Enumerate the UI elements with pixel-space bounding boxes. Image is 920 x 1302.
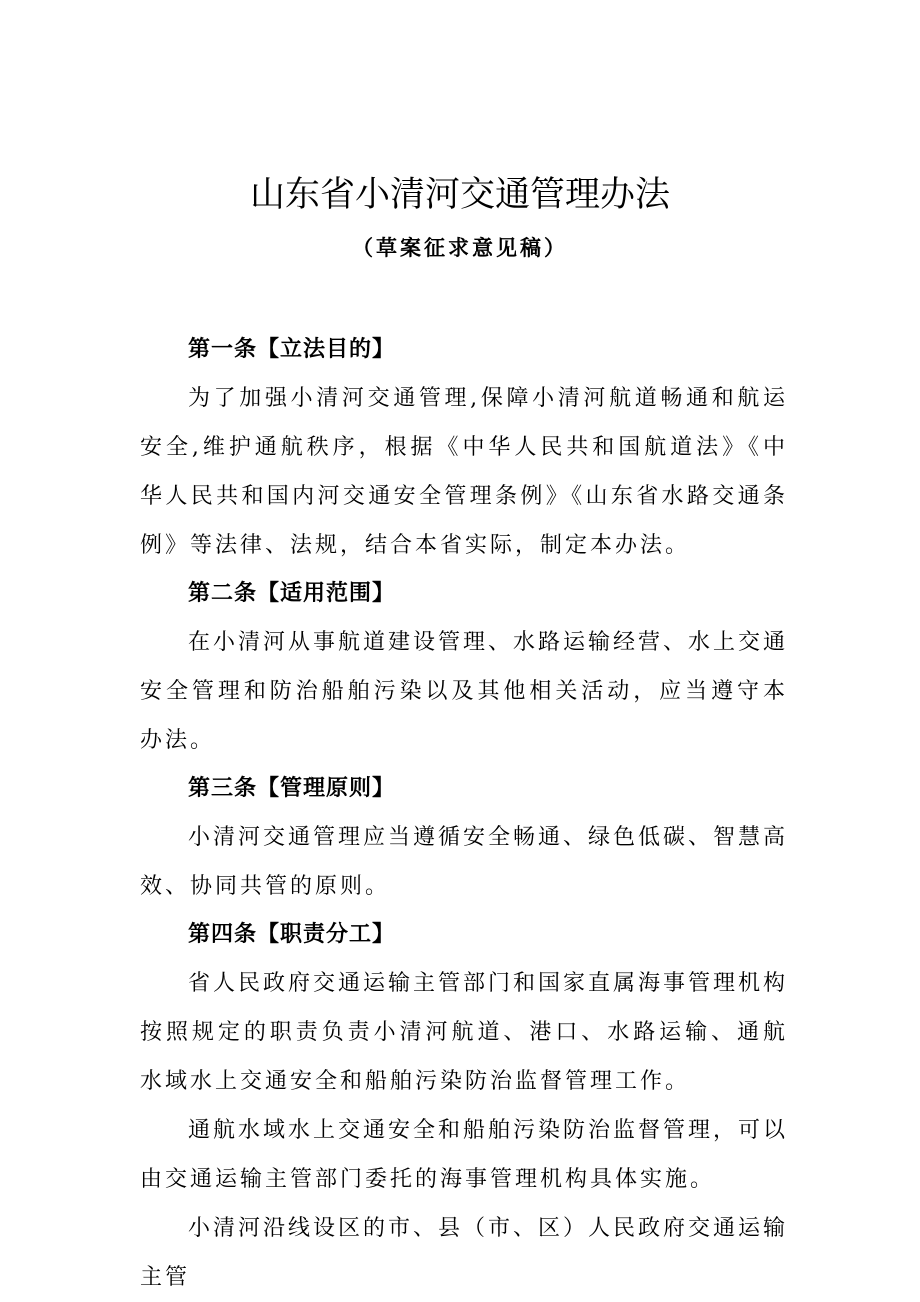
document-title: 山东省小清河交通管理办法 xyxy=(249,175,670,215)
document-body xyxy=(140,326,788,1302)
article-paragraph: 省人民政府交通运输主管部门和国家直属海事管理机构按照规定的职责负责小清河航道、港口、水路运输、通航水域水上交通安全和船舶污染防治监督管理工作。 xyxy=(140,971,789,1094)
article-paragraph: 通航水域水上交通安全和船舶污染防治监督管理，可以由交通运输主管部门委托的海事管理机构具体实施。 xyxy=(140,1118,789,1192)
article-heading: 第二条【适用范围】 xyxy=(188,581,396,606)
article-paragraph: 小清河交通管理应当遵循安全畅通、绿色低碳、智慧高效、协同共管的原则。 xyxy=(140,825,789,899)
article-heading: 第三条【管理原则】 xyxy=(188,776,396,801)
document-subtitle: （草案征求意见稿） xyxy=(352,236,568,260)
article-heading: 第四条【职责分工】 xyxy=(188,922,396,947)
article-paragraph: 在小清河从事航道建设管理、水路运输经营、水上交通安全管理和防治船舶污染以及其他相关活动，应当遵守本办法。 xyxy=(140,630,789,753)
article-paragraph: 小清河沿线设区的市、县（市、区）人民政府交通运输主管 xyxy=(140,1216,789,1290)
article-paragraph: 为了加强小清河交通管理,保障小清河航道畅通和航运安全,维护通航秩序，根据《中华人民共和国航道法》《中华人民共和国内河交通安全管理条例》《山东省水路交通条例》等法律、法规，结合本省实际，制定本办法。 xyxy=(140,386,788,558)
article-heading: 第一条【立法目的】 xyxy=(188,337,396,362)
